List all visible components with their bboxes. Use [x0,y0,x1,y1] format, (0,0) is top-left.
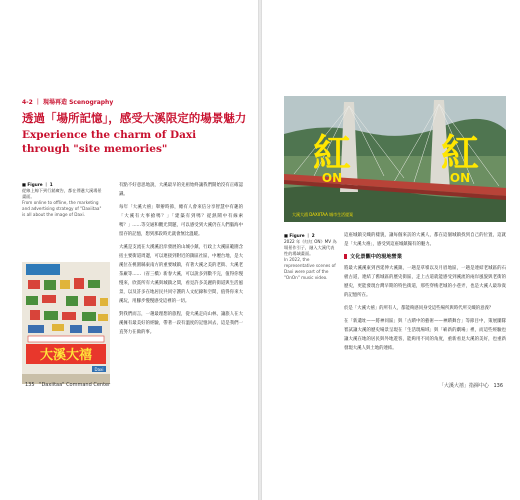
right-paragraph-3: 在「新遺址——將神同區」與「古蹟中的藝術——神蹟舞台」等節目中，策展團隊嘗試讓大溪的歷史場景呈現在「生活現場域」與「嶄新的劇場」裡，而這些經驗也讓大溪在地的居民與外地遊客，能夠用不同的角度，重新看見大溪的美好，也重新發現大溪人與土地的連結。 [344,319,506,351]
book-brand-text: 大溪大禧 [39,348,93,363]
left-paragraph-2: 每年「大溪大禧」舉辦時節，總有人會來信分享智慧中有趣的「大溪有大事搶嗎？」「建築有到嗎？從熱鬧中有線索嗎？」……等交通和觀光問題，可以感受到大溪仍在人們腦海中留存的記憶，想到那段時光就會無比溫暖。 [119,205,243,237]
section-label: 4-2 ｜ 現場再造 Scenography [22,99,114,106]
chapter-title-zh: 透過「場所記憶」，感受大溪限定的場景魅力 [22,111,247,125]
photo-on-1: ON [321,171,343,185]
figure-1-number: ■ Figure ｜ 1 [22,182,53,187]
right-paragraph-1: 將最大溪溪東到西延伸大溪鎮，一趟是草嶺以及月眉地區，一趟是連結老城區的石板古道，連結了舊城區的歷史街區，走上古道就能感受到溪流的兩岸風貌與老街的歷史，更能發現台灣早期的特色街道，那些穿梭老城的小巷弄，也是大溪人最珍貴的記憶所在。 [344,266,506,298]
right-intro: 這座城鎮交織的樣貌，讓每個來訪的大溪人，都在這個城鎮找到自己的位置，這就是「大溪大禧」，感受到這座城鎮獨有的魅力。 [344,233,506,247]
left-page [0,0,258,500]
figure-2-caption-zh: 2022 年《紅紅 ON》MV 為場景作引子，融入大溪代表性的場域畫面。 [284,239,337,256]
left-paragraph-4: 對我們而言，一趟最理想的旅程，從大溪走向山林，讓旅人在大溪擁有最美好的經驗，帶著一段有溫度的記憶回去，這是我們一直努力在做的事。 [119,312,243,335]
right-paragraph-2: 於是「大溪大禧」的所有人，都能夠感同身受這些場所與時代所交織的意義？ [344,306,494,311]
left-running-title: "Daxiitaa" Command Center [39,382,111,388]
figure-1-caption-en: From online to offline, the marketing and advertising strategy of "Daxiitaa" is all about the image of Daxi. [22,200,102,217]
photo-banner-text: 大溪大禧 DAXIITAA 城市生活提案 [292,212,354,217]
figure-1-book-cover [22,262,110,384]
book-tag-text: Daxi [94,367,104,372]
figure-1-caption-zh: 從線上線下到行銷廣告，都在傳遞大溪場景畫面。 [22,188,102,199]
bridge-photo [284,96,506,222]
figure-1-caption [22,182,104,218]
figure-2-caption [284,233,338,281]
photo-char-2: 紅 [440,131,480,175]
left-page-number: 135 [25,382,35,388]
figure-2-photo [284,96,506,222]
book-cover-illustration [22,262,110,384]
figure-2-caption-en: In 2022, the representative scenes of Daxi were part of the "OnOn" music video. [284,257,336,280]
left-paragraph-1: 有點不好意思地說，大溪最早的先祖始終讓我們開始沒有正確認識。 [119,183,243,197]
left-footer [22,382,110,388]
photo-char-1: 紅 [312,131,352,175]
chapter-title-en: Experience the charm of Daxi through "site memories" [22,129,197,155]
left-body-text [119,181,243,341]
photo-on-2: ON [449,171,471,185]
right-body-text [344,231,506,357]
right-running-title: 「大溪大禧」指揮中心 [438,383,489,389]
figure-2-number: ■ Figure ｜ 2 [284,233,315,238]
right-page [262,0,520,500]
subheading-cultural-landscape: 文化景觀中的現地營業 [344,253,506,262]
right-footer [439,382,506,389]
right-page-number: 136 [493,383,503,389]
left-paragraph-3: 大溪是支流在大漢溪沿岸發展的山城小鎮，行政上大溪區範圍含括主要街道周邊，可以連接到附近的鎮區社區，中壢台地，是大溪位在桃園縣東南方的重要城鎮，有著大溪之美的老街、大溪老茶廠等……（省三橋）新春大溪，可以說多到數不完，值得你慢慢來，欣賞所有大溪與城鎮之間，看見許多美麗的街道與生活風景，以及許多在地居民共同守護的人文紀錄和空間，值得你來大溪玩，用腳步慢慢感受這裡的一切。 [119,245,243,304]
